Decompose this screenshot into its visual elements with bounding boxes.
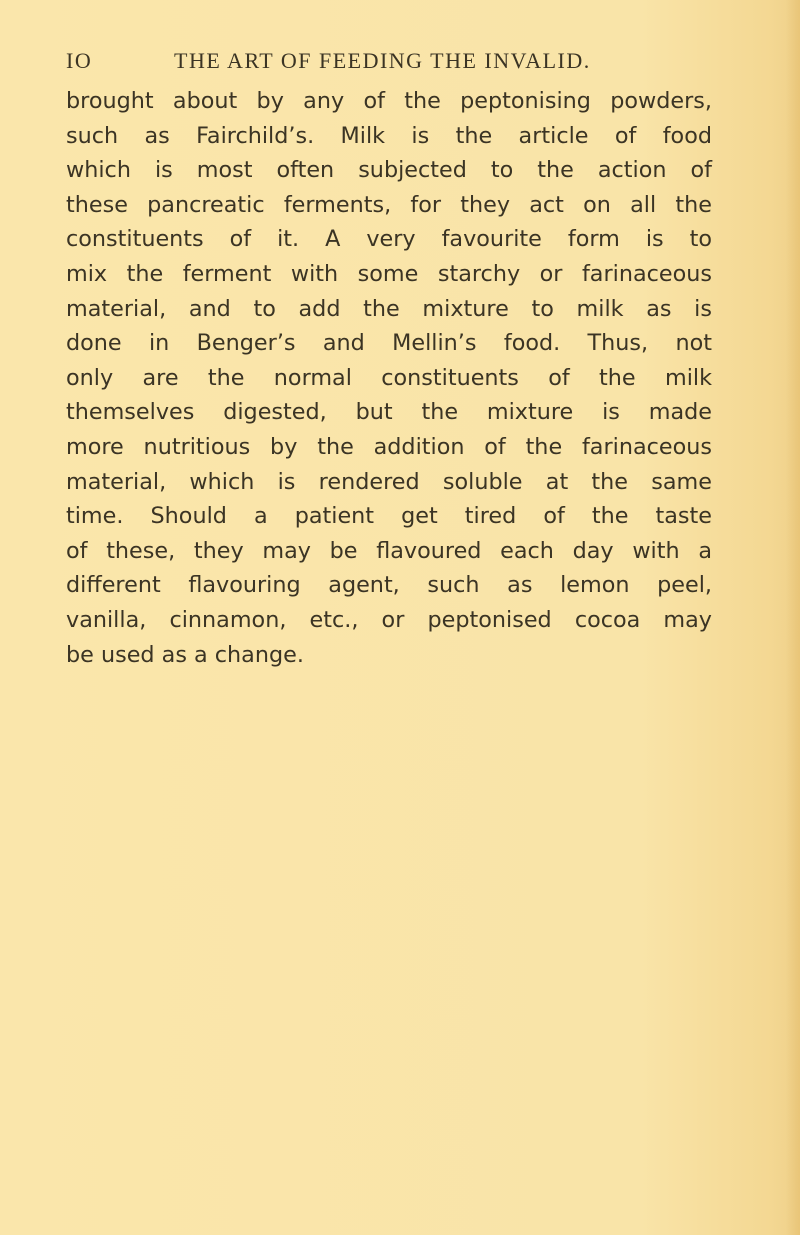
text-line: material, which is rendered soluble at the same <box>66 468 712 495</box>
text-line: only are the normal constituents of the milk <box>66 364 712 391</box>
running-head <box>66 48 766 78</box>
text-line: of these, they may be flavoured each day with a <box>66 537 712 564</box>
body-paragraph <box>66 84 712 672</box>
text-line: material, and to add the mixture to milk as is <box>66 295 712 322</box>
text-line: mix the ferment with some starchy or farinaceous <box>66 260 712 287</box>
running-title: THE ART OF FEEDING THE INVALID. <box>174 48 591 73</box>
text-line: different flavouring agent, such as lemon peel, <box>66 572 712 599</box>
text-line: constituents of it. A very favourite form is to <box>66 226 712 253</box>
text-line: be used as a change. <box>66 641 304 668</box>
text-line: done in Benger’s and Mellin’s food. Thus, not <box>66 330 712 357</box>
text-line: brought about by any of the peptonising powders, <box>66 88 712 114</box>
page-number: IO <box>66 48 93 73</box>
text-line: vanilla, cinnamon, etc., or peptonised cocoa may <box>66 606 712 633</box>
text-line: time. Should a patient get tired of the taste <box>66 503 712 530</box>
text-line: themselves digested, but the mixture is made <box>66 399 712 426</box>
text-line: more nutritious by the addition of the farinaceous <box>66 433 712 460</box>
text-line: these pancreatic ferments, for they act on all the <box>66 191 712 218</box>
text-line: which is most often subjected to the action of <box>66 157 712 184</box>
text-line: such as Fairchild’s. Milk is the article of food <box>66 122 712 149</box>
page-edge-shading <box>786 0 800 1235</box>
